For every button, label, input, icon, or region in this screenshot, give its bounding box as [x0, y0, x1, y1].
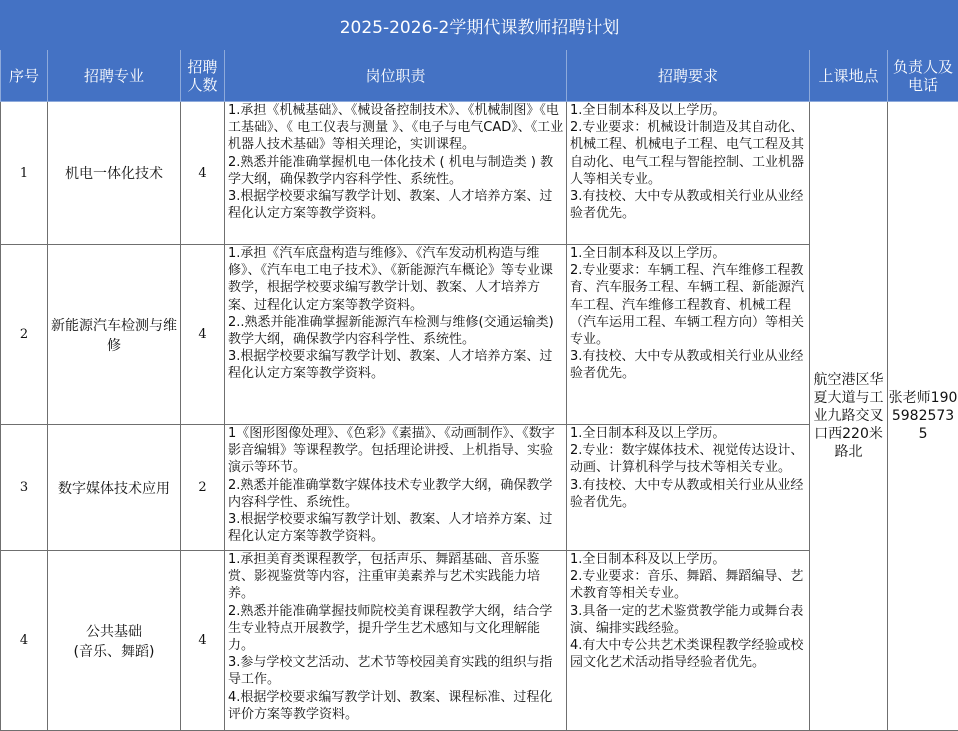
location-cell[interactable]: 航空港区华夏大道与工业九路交叉口西220米路北: [810, 102, 888, 731]
header-requirements[interactable]: 招聘要求: [567, 50, 810, 102]
row-count[interactable]: 2: [181, 425, 225, 551]
header-duties[interactable]: 岗位职责: [225, 50, 567, 102]
row-duties[interactable]: 1《图形图像处理》、《色彩》《素描》、《动画制作》、《数字影音编辑》等课程教学。包括理论讲授、上机指导、实验演示等环节。 2.熟悉并能准确掌数字媒体技术专业教学大纲，确保教学内容科学性、系统性。 3.根据学校要求编写教学计划、教案、人才培养方案、过程化认定方案等教学资料。: [225, 425, 567, 551]
contact-cell[interactable]: 张老师19059825735: [888, 102, 958, 731]
title-row: [1, 1, 958, 50]
header-contact[interactable]: 负责人及 电话: [888, 50, 958, 102]
page-title[interactable]: 2025-2026-2学期代课教师招聘计划: [1, 1, 958, 50]
row-seq[interactable]: 1: [1, 102, 48, 245]
row-major[interactable]: 数字媒体技术应用: [48, 425, 181, 551]
table-row: [1, 102, 958, 245]
row-count[interactable]: 4: [181, 245, 225, 425]
header-seq[interactable]: 序号: [1, 50, 48, 102]
row-requirements[interactable]: 1.全日制本科及以上学历。 2.专业：数字媒体技术、视觉传达设计、动画、计算机科学与技术等相关专业。 3.有技校、大中专从教或相关行业从业经验者优先。: [567, 425, 810, 551]
header-row: [1, 50, 958, 102]
row-seq[interactable]: 2: [1, 245, 48, 425]
row-seq[interactable]: 3: [1, 425, 48, 551]
row-requirements[interactable]: 1.全日制本科及以上学历。 2.专业要求：机械设计制造及其自动化、机械工程、机械电子工程、电气工程及其自动化、电气工程与智能控制、工业机器人等相关专业。 3.有技校、大中专从教或相关行业从业经验者优先。: [567, 102, 810, 245]
header-major[interactable]: 招聘专业: [48, 50, 181, 102]
header-count[interactable]: 招聘 人数: [181, 50, 225, 102]
row-seq[interactable]: 4: [1, 551, 48, 731]
row-major[interactable]: 机电一体化技术: [48, 102, 181, 245]
row-duties[interactable]: 1.承担《汽车底盘构造与维修》、《汽车发动机构造与维修》、《汽车电工电子技术》、《新能源汽车概论》等专业课教学，根据学校要求编写教学计划、教案、人才培养方案、过程化认定方案等教学资料。 2..熟悉并能准确掌握新能源汽车检测与维修(交通运输类)教学大纲，确保教学内容科学性、系统性。 3.根据学校要求编写教学计划、教案、人才培养方案、过程化认定方案等教学资料。: [225, 245, 567, 425]
row-duties[interactable]: 1.承担《机械基础》、《械设备控制技术》、《机械制图》《电工基础》、《 电工仪表与测量 》、《电子与电气CAD》、《工业机器人技术基础》等相关理论，实训课程。 2.熟悉并能准确掌握机电一体化技术 ( 机电与制造类 ) 教学大纲，确保教学内容科学性、系统性。 3.根据学校要求编写教学计划、教案、人才培养方案、过程化认定方案等教学资料。: [225, 102, 567, 245]
row-count[interactable]: 4: [181, 102, 225, 245]
row-duties[interactable]: 1.承担美育类课程教学，包括声乐、舞蹈基础、音乐鉴赏、影视鉴赏等内容，注重审美素养与艺术实践能力培养。 2.熟悉并能准确掌握技师院校美育课程教学大纲，结合学生专业特点开展教学，提升学生艺术感知与文化理解能力。 3.参与学校文艺活动、艺术节等校园美育实践的组织与指导工作。 4.根据学校要求编写教学计划、教案、课程标准、过程化评价方案等教学资料。: [225, 551, 567, 731]
row-major[interactable]: 公共基础 (音乐、舞蹈): [48, 551, 181, 731]
row-requirements[interactable]: 1.全日制本科及以上学历。 2.专业要求：车辆工程、汽车维修工程教育、汽车服务工程、车辆工程、新能源汽车工程、汽车维修工程教育、机械工程（汽车运用工程、车辆工程方向）等相关专业。 3.有技校、大中专从教或相关行业从业经验者优先。: [567, 245, 810, 425]
row-major[interactable]: 新能源汽车检测与维修: [48, 245, 181, 425]
row-count[interactable]: 4: [181, 551, 225, 731]
row-requirements[interactable]: 1.全日制本科及以上学历。 2.专业要求：音乐、舞蹈、舞蹈编导、艺术教育等相关专业。 3.具备一定的艺术鉴赏教学能力或舞台表演、编排实践经验。 4.有大中专公共艺术类课程教学经验或校园文化艺术活动指导经验者优先。: [567, 551, 810, 731]
header-location[interactable]: 上课地点: [810, 50, 888, 102]
